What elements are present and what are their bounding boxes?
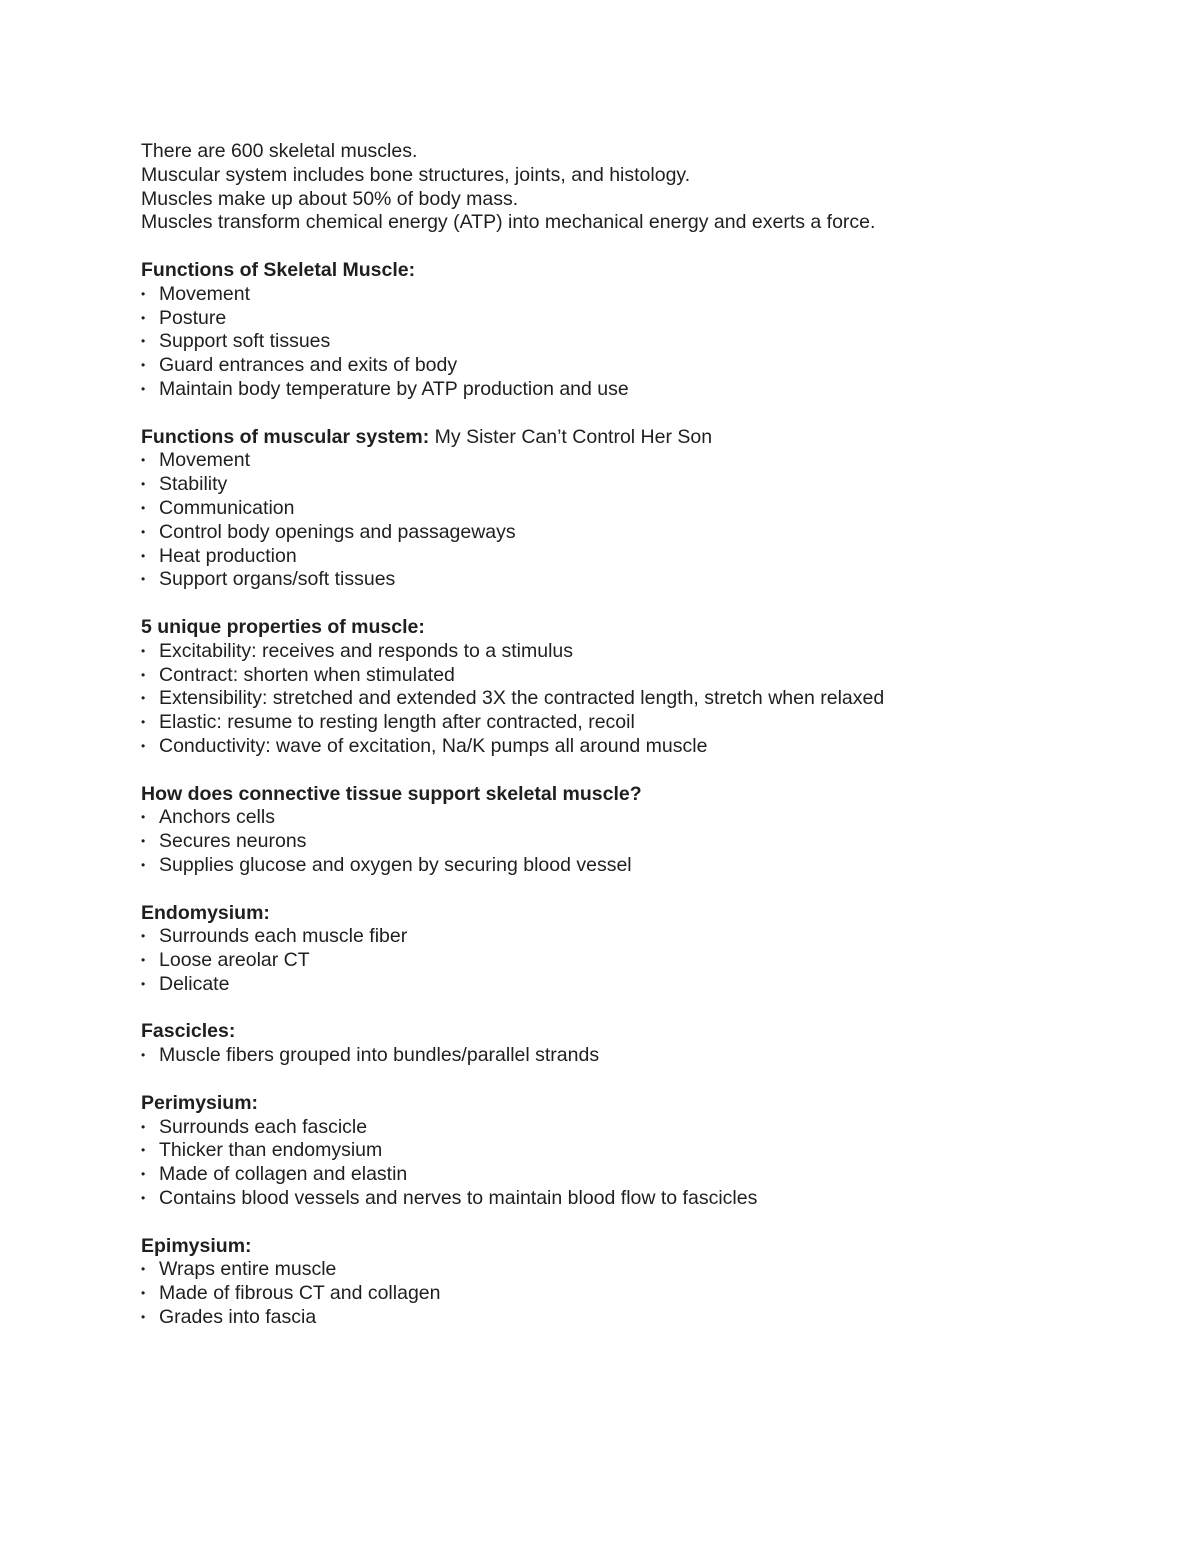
section-heading	[141, 1092, 1151, 1116]
section-heading	[141, 1020, 1151, 1044]
bullet-icon: •	[141, 643, 146, 658]
list-item-text: Conductivity: wave of excitation, Na/K pumps all around muscle	[159, 734, 708, 757]
list-item-text: Made of collagen and elastin	[159, 1163, 408, 1186]
section-heading-bold: Functions of muscular system:	[141, 425, 430, 448]
bullet-icon: •	[141, 286, 146, 301]
list-item-text: Anchors cells	[159, 806, 275, 829]
bullet-icon: •	[141, 334, 146, 349]
intro-line: There are 600 skeletal muscles.	[141, 140, 418, 162]
section-heading-bold: Fascicles:	[141, 1020, 236, 1043]
bullet-icon: •	[141, 1119, 146, 1134]
list-item	[141, 1187, 1151, 1211]
list-item	[141, 497, 1151, 521]
list-item	[141, 449, 1151, 473]
intro-line: Muscles transform chemical energy (ATP) into mechanical energy and exerts a force.	[141, 211, 876, 234]
list-item	[141, 1258, 1151, 1282]
list-item-text: Communication	[159, 496, 295, 519]
section-endomysium	[141, 902, 1151, 997]
bullet-icon: •	[141, 1143, 146, 1158]
list-item-text: Stability	[159, 473, 228, 496]
bullet-icon: •	[141, 1167, 146, 1182]
list-item-text: Surrounds each muscle fiber	[159, 925, 408, 948]
bullet-icon: •	[141, 810, 146, 825]
list-item	[141, 830, 1151, 854]
bullet-icon: •	[141, 738, 146, 753]
section-fascicles	[141, 1020, 1151, 1068]
intro-line: Muscular system includes bone structures, joints, and histology.	[141, 163, 691, 186]
section-functions-muscular-system	[141, 426, 1151, 593]
bullet-icon: •	[141, 1262, 146, 1277]
section-heading-bold: Perimysium:	[141, 1091, 259, 1114]
bullet-icon: •	[141, 310, 146, 325]
section-heading-bold: Endomysium:	[141, 901, 270, 924]
section-heading-bold: Functions of Skeletal Muscle:	[141, 258, 416, 281]
list-item-text: Elastic: resume to resting length after contracted, recoil	[159, 711, 635, 734]
list-item	[141, 735, 1151, 759]
list-item	[141, 640, 1151, 664]
section-perimysium	[141, 1092, 1151, 1211]
list-item	[141, 711, 1151, 735]
bullet-icon: •	[141, 667, 146, 682]
list-item-text: Maintain body temperature by ATP production and use	[159, 377, 629, 400]
list-item-text: Posture	[159, 306, 227, 329]
list-item	[141, 687, 1151, 711]
bullet-icon: •	[141, 381, 146, 396]
section-functions-skeletal-muscle	[141, 259, 1151, 402]
list-item	[141, 854, 1151, 878]
list-item	[141, 330, 1151, 354]
list-item-text: Control body openings and passageways	[159, 520, 516, 543]
list-item-text: Supplies glucose and oxygen by securing blood vessel	[159, 853, 632, 876]
list-item-text: Extensibility: stretched and extended 3X the contracted length, stretch when relaxed	[159, 687, 885, 710]
list-item	[141, 1163, 1151, 1187]
bullet-icon: •	[141, 358, 146, 373]
bullet-icon: •	[141, 953, 146, 968]
bullet-icon: •	[141, 715, 146, 730]
bullet-icon: •	[141, 572, 146, 587]
list-item-text: Wraps entire muscle	[159, 1258, 337, 1281]
list-item	[141, 307, 1151, 331]
section-heading	[141, 259, 1151, 283]
bullet-icon: •	[141, 976, 146, 991]
bullet-icon: •	[141, 834, 146, 849]
list-item-text: Grades into fascia	[159, 1306, 317, 1329]
list-item-text: Support soft tissues	[159, 330, 331, 353]
section-heading-bold: 5 unique properties of muscle:	[141, 615, 425, 638]
list-item-text: Heat production	[159, 544, 297, 567]
section-heading	[141, 1235, 1151, 1259]
bullet-icon: •	[141, 453, 146, 468]
list-item-text: Guard entrances and exits of body	[159, 354, 458, 377]
section-connective-tissue	[141, 783, 1151, 878]
list-item	[141, 521, 1151, 545]
list-item	[141, 473, 1151, 497]
document-page	[141, 140, 1151, 1330]
section-heading	[141, 426, 1151, 450]
list-item	[141, 1044, 1151, 1068]
bullet-icon: •	[141, 477, 146, 492]
list-item	[141, 378, 1151, 402]
list-item-text: Contract: shorten when stimulated	[159, 663, 455, 686]
bullet-icon: •	[141, 691, 146, 706]
list-item	[141, 1282, 1151, 1306]
list-item	[141, 925, 1151, 949]
bullet-icon: •	[141, 1191, 146, 1206]
list-item-text: Movement	[159, 282, 251, 305]
list-item-text: Thicker than endomysium	[159, 1139, 383, 1162]
list-item-text: Made of fibrous CT and collagen	[159, 1282, 441, 1305]
list-item	[141, 568, 1151, 592]
section-epimysium	[141, 1235, 1151, 1330]
list-item	[141, 806, 1151, 830]
section-unique-properties	[141, 616, 1151, 759]
section-heading-bold: Epimysium:	[141, 1234, 252, 1257]
list-item	[141, 1139, 1151, 1163]
bullet-icon: •	[141, 929, 146, 944]
list-item-text: Excitability: receives and responds to a stimulus	[159, 639, 574, 662]
intro-line: Muscles make up about 50% of body mass.	[141, 187, 519, 210]
list-item	[141, 1306, 1151, 1330]
list-item	[141, 283, 1151, 307]
list-item-text: Contains blood vessels and nerves to maintain blood flow to fascicles	[159, 1187, 758, 1210]
bullet-icon: •	[141, 1286, 146, 1301]
list-item	[141, 664, 1151, 688]
section-heading	[141, 783, 1151, 807]
list-item	[141, 973, 1151, 997]
list-item	[141, 545, 1151, 569]
list-item-text: Movement	[159, 449, 251, 472]
list-item-text: Support organs/soft tissues	[159, 568, 396, 591]
bullet-icon: •	[141, 548, 146, 563]
bullet-icon: •	[141, 1310, 146, 1325]
bullet-icon: •	[141, 1048, 146, 1063]
list-item-text: Secures neurons	[159, 830, 307, 853]
list-item-text: Surrounds each fascicle	[159, 1115, 368, 1138]
bullet-icon: •	[141, 524, 146, 539]
bullet-icon: •	[141, 500, 146, 515]
section-heading-bold: How does connective tissue support skeletal muscle?	[141, 782, 642, 805]
section-heading	[141, 902, 1151, 926]
list-item	[141, 1116, 1151, 1140]
intro-block	[141, 140, 1151, 235]
list-item-text: Muscle fibers grouped into bundles/parallel strands	[159, 1044, 600, 1067]
section-heading	[141, 616, 1151, 640]
list-item-text: Loose areolar CT	[159, 949, 310, 972]
list-item	[141, 949, 1151, 973]
list-item-text: Delicate	[159, 972, 230, 995]
section-heading-extra: My Sister Can’t Control Her Son	[429, 425, 713, 448]
list-item	[141, 354, 1151, 378]
bullet-icon: •	[141, 857, 146, 872]
